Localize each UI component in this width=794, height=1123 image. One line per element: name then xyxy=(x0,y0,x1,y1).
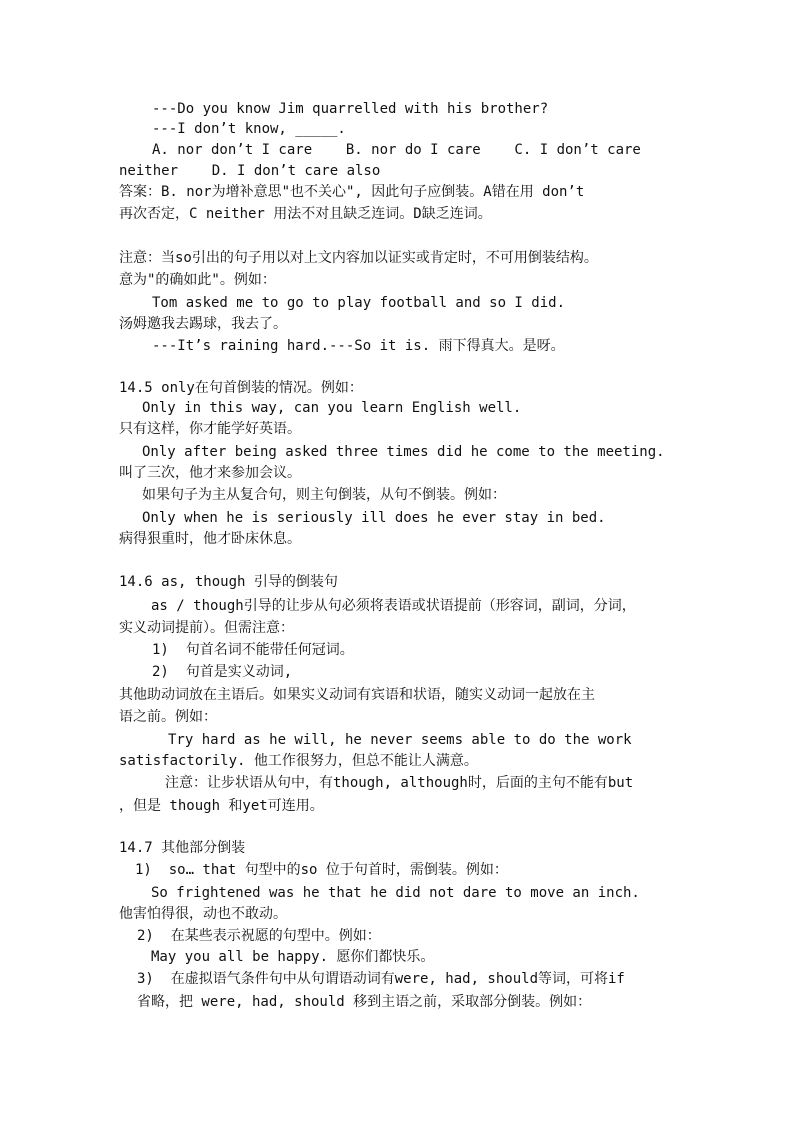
example-line: Only after being asked three times did he come to the meeting. xyxy=(142,444,665,460)
example-line: Try hard as he will, he never seems able to do the work xyxy=(168,732,632,748)
note-line: 意为"的确如此"。例如： xyxy=(119,272,276,288)
example-line: So frightened was he that he did not dare to move an inch. xyxy=(151,885,640,901)
section-heading: 14.6 as, though 引导的倒装句 xyxy=(119,574,338,590)
rule-line: 其他助动词放在主语后。如果实义动词有宾语和状语，随实义动词一起放在主 xyxy=(119,687,595,703)
example-line: satisfactorily. 他工作很努力，但总不能让人满意。 xyxy=(119,753,478,769)
example-translation: 叫了三次，他才来参加会议。 xyxy=(119,465,301,481)
rule-line: 语之前。例如： xyxy=(119,709,217,725)
option-line: neither D. I don’t care also xyxy=(119,163,381,179)
list-item: 1) so… that 句型中的so 位于句首时，需倒装。例如： xyxy=(135,862,508,878)
rule-line: 实义动词提前）。但需注意： xyxy=(119,620,294,636)
answer-line: 再次否定，C neither 用法不对且缺乏连词。D缺乏连词。 xyxy=(119,206,492,222)
option-line: A. nor don’t I care B. nor do I care C. I don’t care xyxy=(152,142,641,158)
list-item: 1) 句首名词不能带任何冠词。 xyxy=(152,642,354,658)
rule-line: 如果句子为主从复合句，则主句倒装，从句不倒装。例如： xyxy=(142,487,506,503)
example-translation: 病得狠重时，他才卧床休息。 xyxy=(119,531,301,547)
dialogue-line: ---I don’t know, _____. xyxy=(152,121,346,137)
note-line: 注意：让步状语从句中，有though, although时，后面的主句不能有but xyxy=(165,775,634,791)
example-translation: 只有这样，你才能学好英语。 xyxy=(119,421,301,437)
note-line: ，但是 though 和yet可连用。 xyxy=(119,798,324,814)
example-line: May you all be happy. 愿你们都快乐。 xyxy=(151,949,435,965)
note-line: 注意：当so引出的句子用以对上文内容加以证实或肯定时，不可用倒装结构。 xyxy=(119,250,598,266)
example-translation: 他害怕得很，动也不敢动。 xyxy=(119,906,287,922)
rule-line: as / though引导的让步从句必须将表语或状语提前（形容词，副词，分词， xyxy=(151,598,636,614)
answer-line: 答案：B. nor为增补意思"也不关心", 因此句子应倒装。A错在用 don’t xyxy=(119,184,585,200)
list-item: 3) 在虚拟语气条件句中从句谓语动词有were, had, should等词，可将if xyxy=(137,971,625,987)
dialogue-line: ---Do you know Jim quarrelled with his brother? xyxy=(152,101,549,117)
example-line: ---It’s raining hard.---So it is. 雨下得真大。是呀。 xyxy=(152,338,565,354)
list-item: 2) 句首是实义动词, xyxy=(152,664,293,680)
section-heading: 14.5 only在句首倒装的情况。例如： xyxy=(119,380,363,396)
example-line: Tom asked me to go to play football and so I did. xyxy=(152,295,566,311)
example-translation: 汤姆邀我去踢球，我去了。 xyxy=(119,316,287,332)
section-heading: 14.7 其他部分倒装 xyxy=(119,840,246,856)
list-item: 省略，把 were, had, should 移到主语之前，采取部分倒装。例如： xyxy=(137,994,592,1010)
example-line: Only when he is seriously ill does he ever stay in bed. xyxy=(142,510,606,526)
list-item: 2) 在某些表示祝愿的句型中。例如： xyxy=(137,928,381,944)
example-line: Only in this way, can you learn English well. xyxy=(142,400,522,416)
